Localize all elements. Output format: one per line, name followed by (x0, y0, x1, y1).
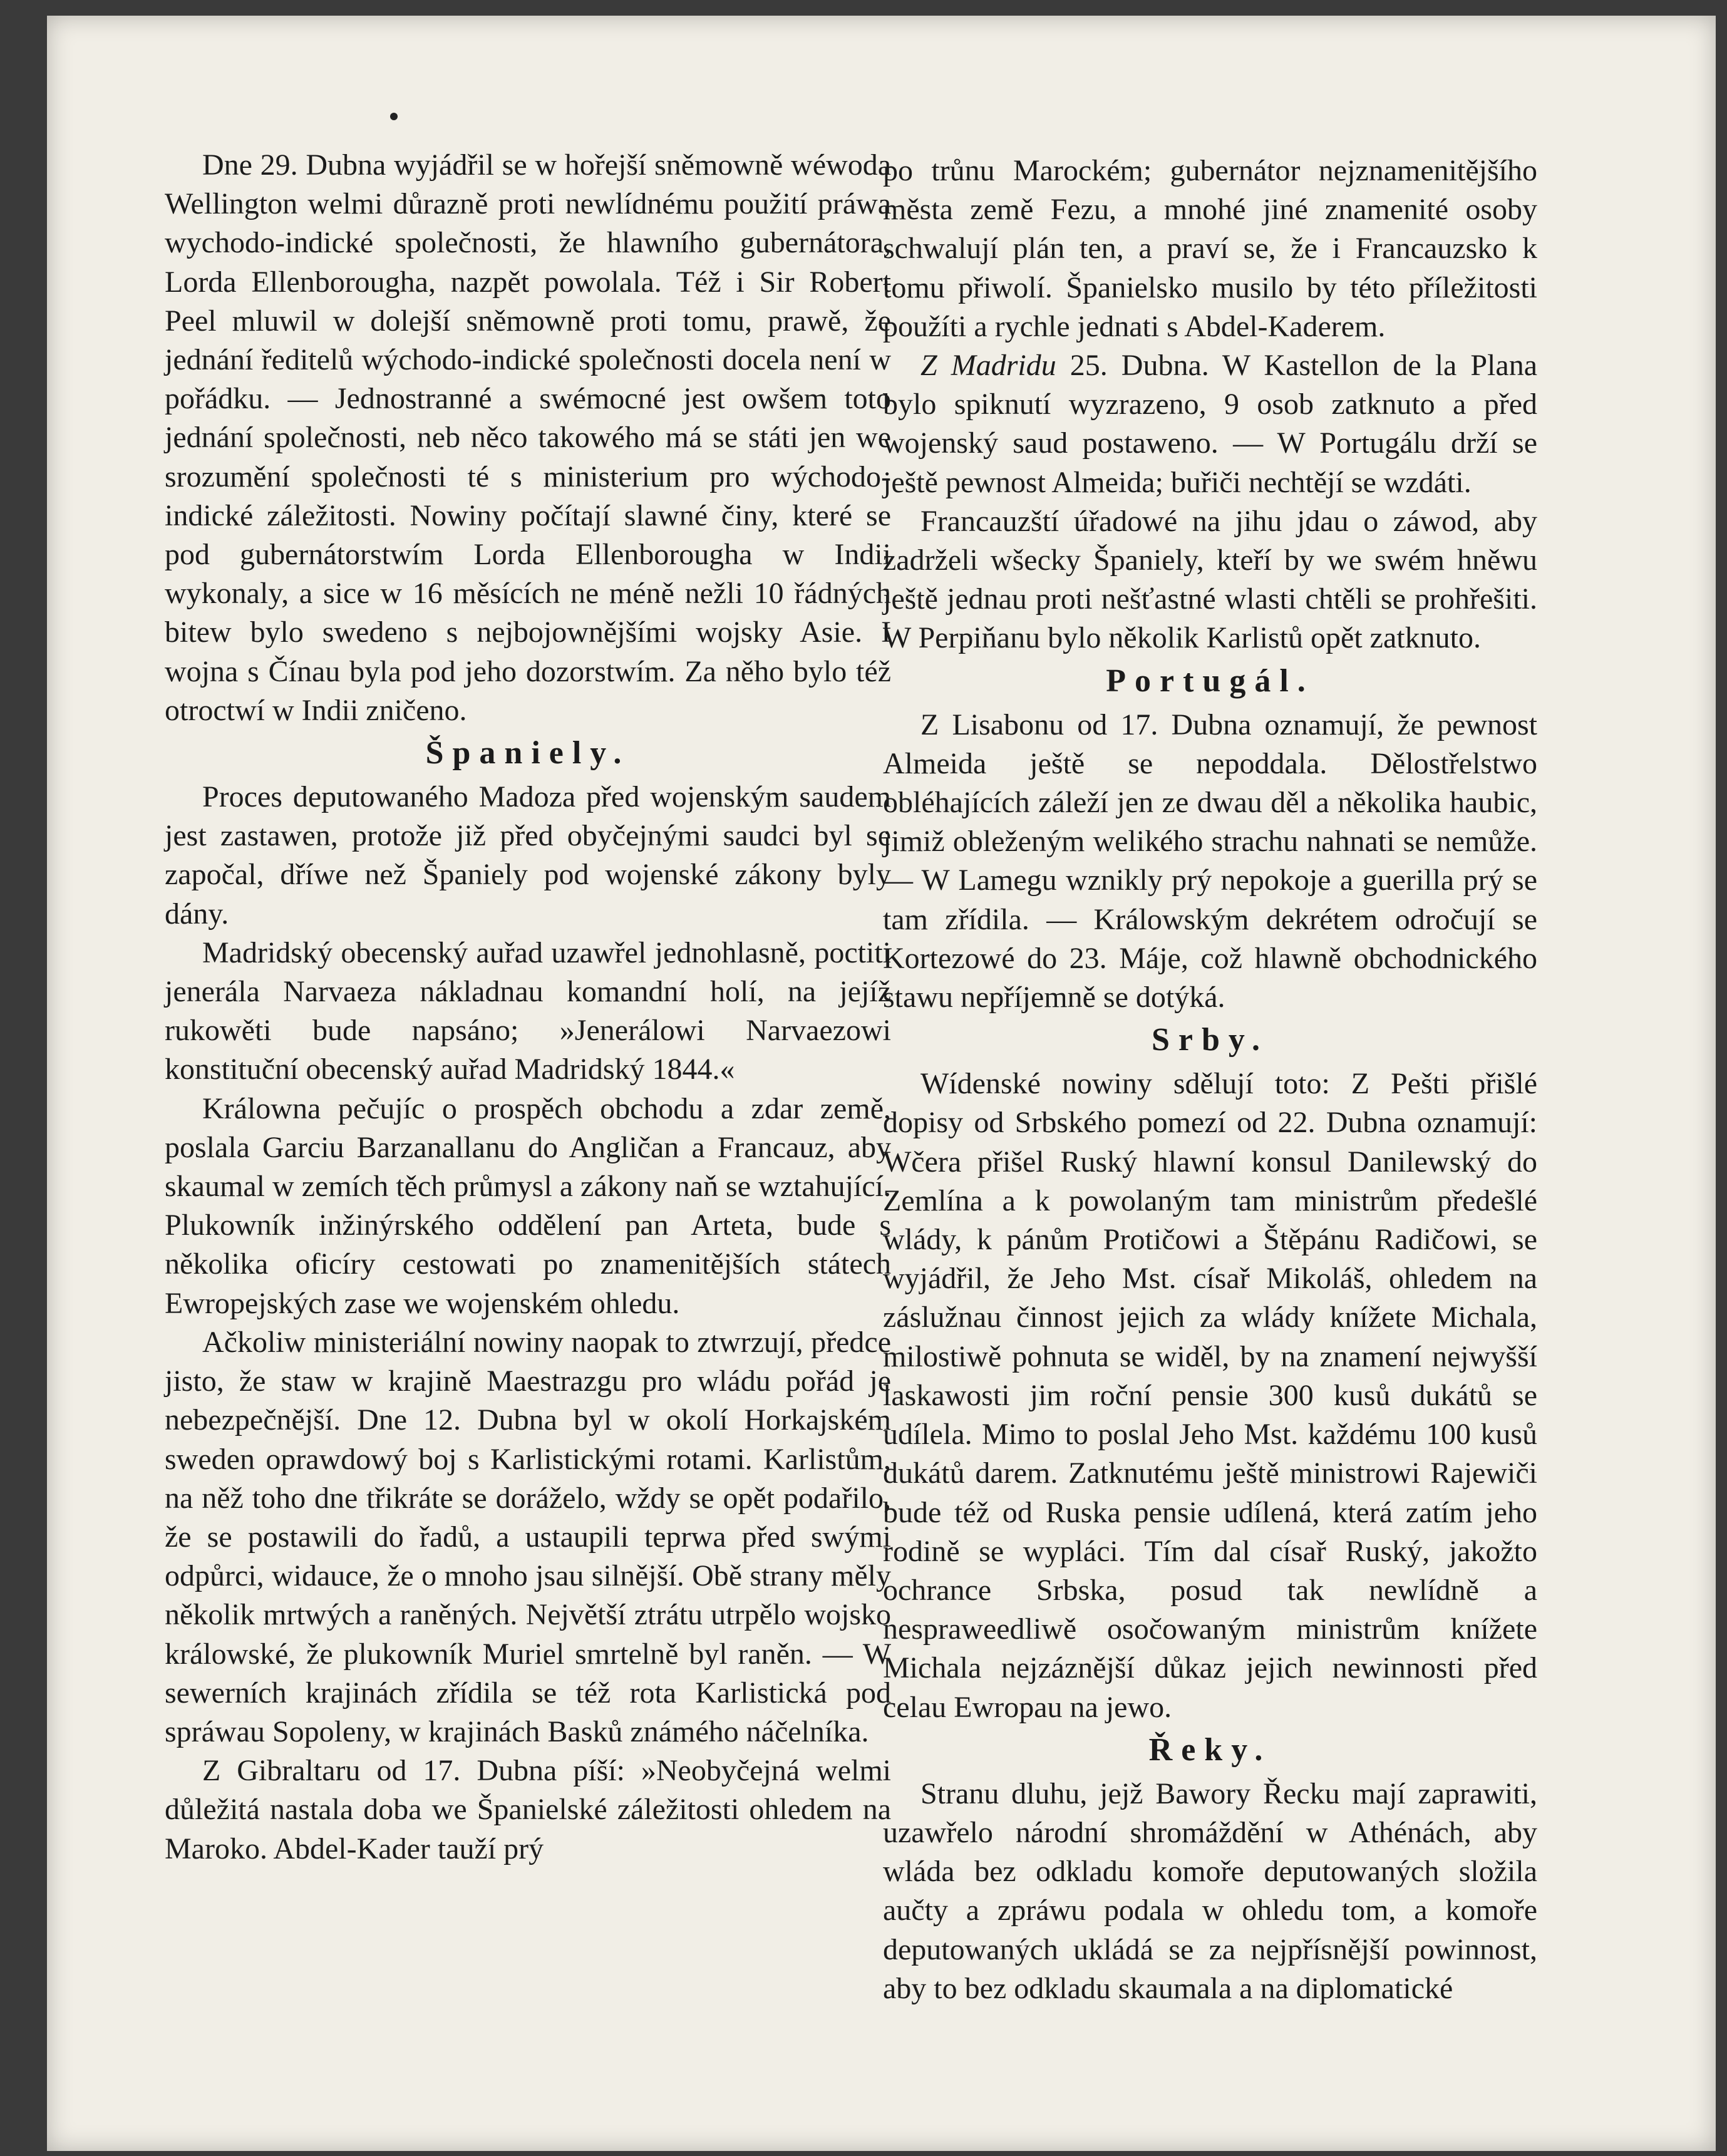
paragraph-lisbon: Z Lisabonu od 17. Dubna oznamují, že pewnost Almeida ještě se nepoddala. Dělostřelstwo obléhajících záleží jen ze dwau děl a několika haubic, jimiž obleženým welikého strachu nahnati se nemůže. — W Lamegu wznikly prý nepokoje a guerilla prý se tam zřídila. — Králowským dekrétem odročují se Kortezowé do 23. Máje, což hlawně obchodnického stawu nepříjemně se dotýká. (883, 708, 1537, 1014)
paragraph-maestrazgo: Ačkoliw ministeriální nowiny naopak to ztwrzují, předce jisto, že staw w krajině Maestrazgu pro wládu pořád je nebezpečnější. Dne 12. Dubna byl w okolí Horkajském sweden oprawdowý boj s Karlistickými rotami. Karlistům, na něž toho dne třikráte se doráželo, wždy se opět podařilo, že se postawili do řadů, a ustaupili teprwa před swými odpůrci, widauce, že o mnoho jsau silnější. Obě strany měly několik mrtwých a raněných. Největší ztrátu utrpělo wojsko králowské, že plukowník Muriel smrtelně byl raněn. — W sewerních krajinách zřídila se též rota Karlistická pod spráwau Sopoleny, w krajinách Basků známého náčelníka. (165, 1325, 891, 1748)
heading-portugal: Portugál. (1106, 663, 1314, 699)
heading-spain: Španiely. (425, 735, 631, 771)
paragraph-serbia: Wídenské nowiny sdělují toto: Z Pešti přišlé dopisy od Srbského pomezí od 22. Dubna oznamují: Wčera přišel Ruský hlawní konsul Danilewský do Zemlína a k powolaným tam ministrům předešlé wlády, k pánům Protičowi a Štěpánu Radičowi, se wyjádřil, že Jeho Mst. císař Mikoláš, ohledem na záslužnau činnost jejich za wlády knížete Michala, milostiwě pohnuta se widěl, by na znamení nejwyšší laskawosti jim roční pensie 300 kusů dukátů se udílela. Mimo to poslal Jeho Mst. každému 100 kusů dukátů darem. Zatknutému ještě ministrowi Rajewiči bude též od Ruska pensie udílená, která zatím jeho rodině se wypláci. Tím dal císař Ruský, jakožto ochrance Srbska, posud tak newlídně a nespraweedliwě osočowaným ministrům knížete Michala nejzáznější důkaz jejich newinnosti před celau Ewropau na jewo. (883, 1067, 1537, 1724)
heading-greece: Řeky. (1148, 1731, 1272, 1768)
paragraph-queen: Králowna pečujíc o prospěch obchodu a zdar země, poslala Garciu Barzanallanu do Angličan a Francauz, aby skaumal w zemích těch průmysl a zákony naň se wztahující. Plukowník inžinýrského oddělení pan Arteta, bude s několika oficíry cestowati po znamenitějších státech Ewropejských zase we wojenském ohledu. (165, 1091, 891, 1320)
newspaper-page (47, 16, 1716, 2151)
ink-dot (390, 113, 398, 120)
paragraph-madoz: Proces deputowaného Madoza před wojenským saudem jest zastawen, protože již před obyčejnými saudci byl se započal, dříwe než Španiely pod wojenské zákony byly dány. (165, 780, 891, 931)
paragraph-french-officials: Francauzští úřadowé na jihu jdau o záwod, aby zadrželi wšecky Španiely, kteří by we swém hněwu ještě jednau proti nešťastné wlasti chtěli se prohřešiti. W Perpiňanu bylo několik Karlistů opět zatknuto. (883, 504, 1537, 655)
paragraph-greece: Stranu dluhu, jejž Bawory Řecku mají zaprawiti, uzawřelo národní shromáždění w Athénách, aby wláda bez odkladu komoře deputowaných složila aučty a zpráwu podala w ohledu tom, a komoře deputowaných ukládá se za nejpřísnější powinnost, aby to bez odkladu skaumala a na diplomatické (883, 1777, 1537, 2005)
right-column (883, 152, 1537, 2008)
paragraph-morocco-continued: po trůnu Marockém; gubernátor nejznamenitějšího města země Fezu, a mnohé jiné znamenité osoby schwalují plán ten, a praví se, že i Francauzsko k tomu přiwolí. Španielsko musilo by této příležitosti použíti a rychle jednati s Abdel-Kaderem. (883, 154, 1537, 343)
paragraph-madrid-office: Madridský obecenský auřad uzawřel jednohlasně, poctiti jenerála Narvaeza nákladnau komandní holí, na jejíž rukowěti bude napsáno; »Jenerálowi Narvaezowi konstituční obecenský auřad Madridský 1844.« (165, 936, 891, 1086)
paragraph-gibraltar: Z Gibraltaru od 17. Dubna píší: »Neobyčejná welmi důležitá nastala doba we Španielské záležitosti ohledem na Maroko. Abdel-Kader tauží prý (165, 1754, 891, 1865)
madrid-dateline: Z Madridu (920, 349, 1056, 383)
paragraph-madrid-news (883, 346, 1537, 502)
madrid-text: 25. Dubna. W Kastellon de la Plana bylo spiknutí wyzrazeno, 9 osob zatknuto a před wojenský saud postaweno. — W Portugálu drží se ještě pewnost Almeida; buřiči nechtějí se wzdáti. (883, 349, 1537, 499)
heading-serbia: Srby. (1151, 1022, 1269, 1058)
left-column (165, 146, 891, 1869)
paragraph-wellington: Dne 29. Dubna wyjádřil se w hořejší sněmowně wéwoda Wellington welmi důrazně proti newlídnému použití práwa wychodo-indické společnosti, že hlawního gubernátora, Lorda Ellenborougha, nazpět powolala. Též i Sir Robert Peel mluwil w dolejší sněmowně proti tomu, prawě, že jednání ředitelů wýchodo-indické společnosti docela není w pořádku. — Jednostranné a swémocné jest owšem toto jednání společnosti, neb něco takowého má se státi jen we srozumění společnosti té s ministerium pro wýchodo-indické záležitosti. Nowiny počítají slawné činy, které se pod gubernátorstwím Lorda Ellenborougha w Indii wykonaly, a sice w 16 měsících ne méně nežli 10 řádných bitew bylo swedeno s nejbojownějšími wojsky Asie. I wojna s Čínau byla pod jeho dozorstwím. Za něho bylo též otroctwí w Indii zničeno. (165, 148, 891, 727)
